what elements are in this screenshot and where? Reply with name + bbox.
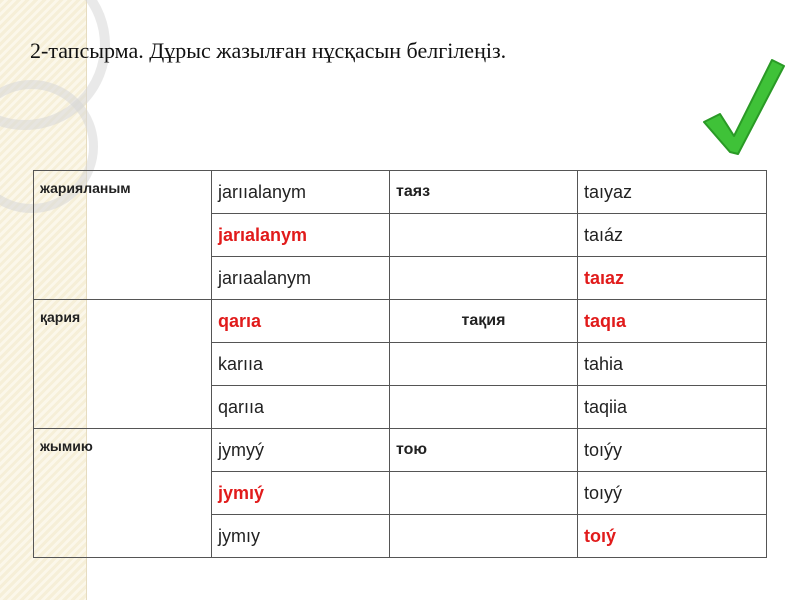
option-cell[interactable]: jarıaalanym — [212, 257, 390, 300]
word-cell: таяз — [390, 171, 578, 214]
option-cell[interactable]: tahia — [578, 343, 767, 386]
empty-cell — [390, 214, 578, 257]
word-cell: жымию — [34, 429, 212, 558]
option-cell[interactable]: taıáz — [578, 214, 767, 257]
empty-cell — [390, 257, 578, 300]
option-cell[interactable]: jymıy — [212, 515, 390, 558]
option-cell[interactable]: jarııalanym — [212, 171, 390, 214]
option-cell[interactable]: taqıa — [578, 300, 767, 343]
word-cell: жарияланым — [34, 171, 212, 300]
empty-cell — [390, 343, 578, 386]
option-cell[interactable]: jarıalanym — [212, 214, 390, 257]
answer-table — [33, 170, 767, 558]
empty-cell — [390, 515, 578, 558]
option-cell[interactable]: qarıa — [212, 300, 390, 343]
option-cell[interactable]: taıaz — [578, 257, 767, 300]
empty-cell — [390, 386, 578, 429]
table-row — [34, 171, 767, 214]
option-cell[interactable]: qarııa — [212, 386, 390, 429]
option-cell[interactable]: toıyý — [578, 472, 767, 515]
option-cell[interactable]: jymyý — [212, 429, 390, 472]
option-cell[interactable]: taıyaz — [578, 171, 767, 214]
checkmark-icon — [696, 52, 788, 160]
word-cell: тою — [390, 429, 578, 472]
empty-cell — [390, 472, 578, 515]
option-cell[interactable]: karııa — [212, 343, 390, 386]
option-cell[interactable]: toıý — [578, 515, 767, 558]
word-cell: қария — [34, 300, 212, 429]
table-row — [34, 300, 767, 343]
option-cell[interactable]: jymıý — [212, 472, 390, 515]
task-title: 2-тапсырма. Дұрыс жазылған нұсқасын белгілеңіз. — [30, 38, 507, 63]
table-row — [34, 429, 767, 472]
option-cell[interactable]: taqiia — [578, 386, 767, 429]
option-cell[interactable]: toıýy — [578, 429, 767, 472]
word-cell: тақия — [390, 300, 578, 343]
